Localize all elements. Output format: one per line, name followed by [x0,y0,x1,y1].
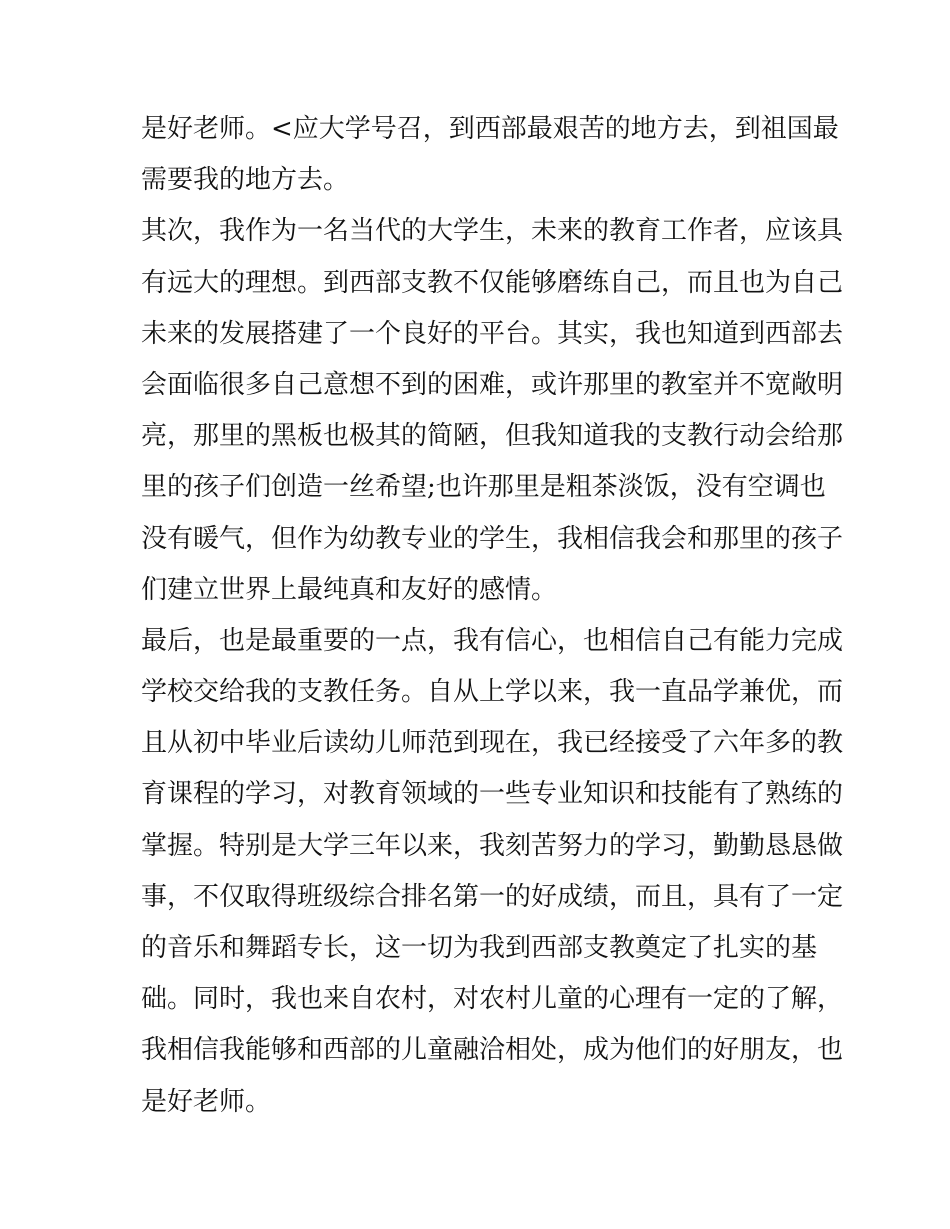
text-line: 没有暖气，但作为幼教专业的学生，我相信我会和那里的孩子 [141,523,844,554]
text-line: 是好老师。 [141,1086,272,1117]
text-line: 育课程的学习，对教育领域的一些专业知识和技能有了熟练的 [141,779,844,810]
text-line: 掌握。特别是大学三年以来，我刻苦努力的学习，勤勤恳恳做 [141,830,844,861]
text-line: 会面临很多自己意想不到的困难，或许那里的教室并不宽敞明 [141,369,844,400]
text-line: 里的孩子们创造一丝希望;也许那里是粗茶淡饭，没有空调也 [141,472,826,503]
text-line: 需要我的地方去。 [141,165,350,196]
text-line: 们建立世界上最纯真和友好的感情。 [141,574,558,605]
text-line: 学校交给我的支教任务。自从上学以来，我一直品学兼优，而 [141,677,844,708]
text-line: 最后，也是最重要的一点，我有信心，也相信自己有能力完成 [141,625,844,656]
body-text [141,104,844,1128]
text-line: 亮，那里的黑板也极其的简陋，但我知道我的支教行动会给那 [141,421,844,452]
text-line: 是好老师。<应大学号召，到西部最艰苦的地方去，到祖国最 [141,114,839,144]
text-line: 础。同时，我也来自农村，对农村儿童的心理有一定的了解， [141,984,844,1015]
text-line: 事，不仅取得班级综合排名第一的好成绩，而且，具有了一定 [141,881,844,912]
text-line: 未来的发展搭建了一个良好的平台。其实，我也知道到西部去 [141,318,844,349]
text-line: 且从初中毕业后读幼儿师范到现在，我已经接受了六年多的教 [141,728,844,759]
text-line: 其次，我作为一名当代的大学生，未来的教育工作者，应该具 [141,216,844,247]
text-line: 我相信我能够和西部的儿童融洽相处，成为他们的好朋友，也 [141,1035,844,1066]
text-line: 的音乐和舞蹈专长，这一切为我到西部支教奠定了扎实的基 [141,933,818,963]
text-line: 有远大的理想。到西部支教不仅能够磨练自己，而且也为自己 [141,267,844,298]
